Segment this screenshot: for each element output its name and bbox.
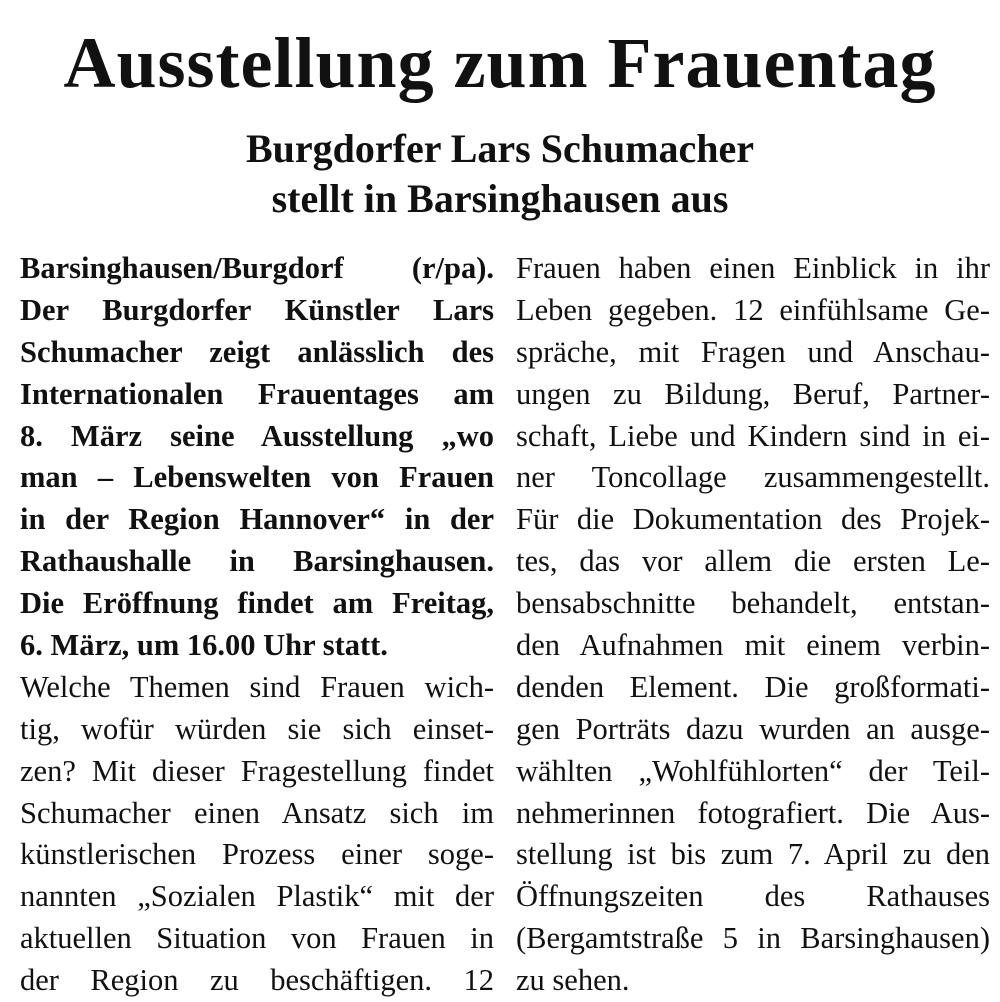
article-text-line: man – Lebenswelten von Frauen — [20, 460, 494, 495]
article-text-line: Leben gegeben. 12 einfühlsame Ge- — [516, 292, 990, 327]
article-text-line: Internationalen Frauentages am — [20, 376, 494, 411]
article-text-line: schaft, Liebe und Kindern sind in ei- — [516, 418, 990, 453]
article-text-line: 8. März seine Ausstellung „wo — [20, 418, 494, 453]
article-text-line: Der Burgdorfer Künstler Lars — [20, 292, 494, 327]
article-text-line: Rathaushalle in Barsinghausen. — [20, 544, 494, 579]
article-text-line: bensabschnitte behandelt, entstan- — [516, 586, 990, 621]
article-text-line: Barsinghausen/Burgdorf (r/pa). — [20, 251, 494, 285]
article-text-line: ungen zu Bildung, Beruf, Partner- — [516, 376, 990, 411]
article-text-line: in der Region Hannover“ in der — [20, 502, 494, 537]
article-text-line: (Bergamtstraße 5 in Barsinghausen) — [516, 921, 990, 956]
article-text-line: gen Porträts dazu wurden an ausge- — [516, 711, 990, 746]
subheadline-line: stellt in Barsinghausen aus — [271, 176, 729, 221]
subheadline — [0, 124, 1000, 224]
article-text-line: tes, das vor allem die ersten Le- — [516, 544, 990, 579]
article-text-line: Frauen haben einen Einblick in ihr — [516, 251, 990, 285]
article-text-line: wählten „Wohlfühlorten“ der Teil- — [516, 753, 990, 788]
article-text-line: tig, wofür würden sie sich einset- — [20, 711, 494, 746]
article-text-line: künstlerischen Prozess einer soge- — [20, 837, 494, 872]
article-text-line: denden Element. Die großformati- — [516, 669, 990, 704]
subheadline-line: Burgdorfer Lars Schumacher — [245, 126, 755, 171]
article-text-line: zu sehen. — [516, 963, 630, 998]
article-text-line: Für die Dokumentation des Projek- — [516, 502, 990, 537]
article-column-right — [516, 248, 990, 1002]
article-text-line: spräche, mit Fragen und Anschau- — [516, 334, 990, 369]
article-text-line: stellung ist bis zum 7. April zu den — [516, 837, 990, 872]
article-text-line: nannten „Sozialen Plastik“ mit der — [20, 879, 494, 914]
article-text-line: 6. März, um 16.00 Uhr statt. — [20, 628, 388, 663]
article-text-line: der Region zu beschäftigen. 12 — [20, 963, 494, 998]
article-text-line: Welche Themen sind Frauen wich- — [20, 669, 494, 704]
headline: Ausstellung zum Frauentag — [63, 23, 937, 103]
article-text-line: Schumacher zeigt anlässlich des — [20, 334, 494, 369]
article-text-line: Schumacher einen Ansatz sich im — [20, 795, 494, 830]
article-text-line: aktuellen Situation von Frauen in — [20, 921, 494, 956]
article-column-left — [20, 248, 494, 1002]
article-text-line: Öffnungszeiten des Rathauses — [516, 879, 990, 914]
article-text-line: den Aufnahmen mit einem verbin- — [516, 628, 990, 663]
article-text-line: Die Eröffnung findet am Freitag, — [20, 586, 494, 621]
article-text-line: ner Toncollage zusammengestellt. — [516, 460, 990, 495]
article-text-line: zen? Mit dieser Fragestellung findet — [20, 753, 494, 788]
article-text-line: nehmerinnen fotografiert. Die Aus- — [516, 795, 990, 830]
